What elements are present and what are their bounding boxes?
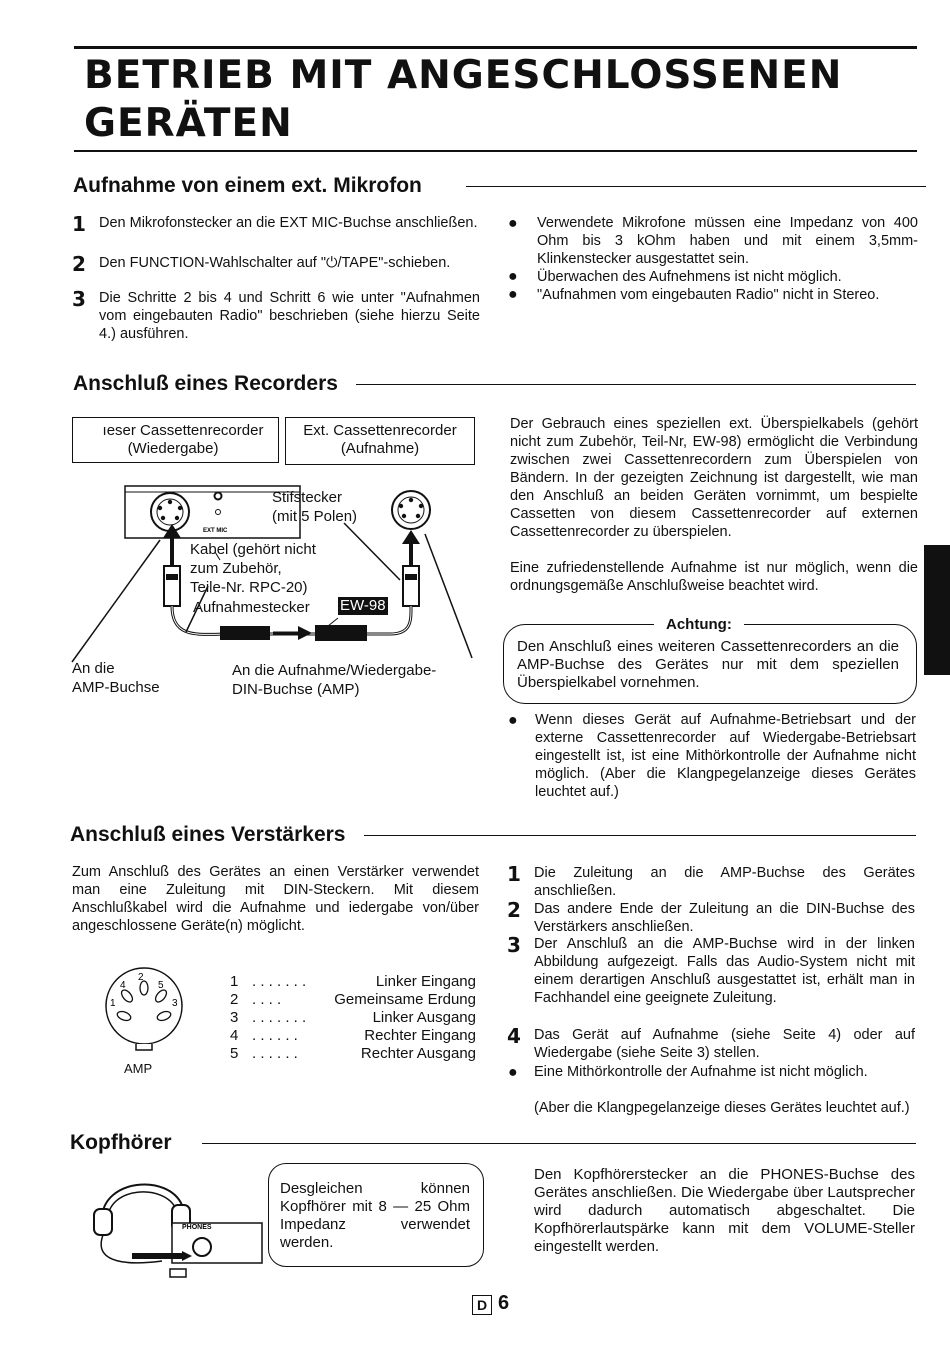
pin-list: [230, 973, 476, 1063]
label-din-line2: DIN-Buchse (AMP): [232, 681, 360, 698]
mic-step-text: Den FUNCTION-Wahlschalter auf "⏻/TAPE"-schieben.: [99, 255, 451, 271]
page-number: 6: [498, 1292, 510, 1314]
pin-number: 2: [230, 991, 239, 1008]
mic-note: Verwendete Mikrofone müssen eine Impedanz von 400 Ohm bis 3 kOhm haben und mit einem 3,5mm-Klinkenstecker ausgestattet sein.: [537, 215, 918, 267]
bullet-icon: ●: [508, 1064, 518, 1081]
bullet-icon: ●: [508, 215, 518, 232]
section-rule-recorder: [356, 384, 916, 385]
pin-label: Gemeinsame Erdung: [334, 991, 476, 1008]
recorder-paragraph: Der Gebrauch eines speziellen ext. Überspielkabels (gehört nicht zum Zubehör, Teil-Nr, EW-98) ermöglicht die Verbindung zwischen zwei Cassettenrecordern zum Überspielen von Bändern. In der gezeigten Zeichnung ist dargestellt, wie man den Anschluß an beiden Geräten vornimmt, um bespielte Cassetten von diesem Cassettenrecorder auf externen Cassettenrecorder zu überspielen.: [510, 416, 918, 540]
section-heading-mic: Aufnahme von einem ext. Mikrofon: [73, 174, 422, 197]
pin-row: [230, 1027, 476, 1045]
pin-dots: . . . . . .: [252, 1045, 298, 1062]
caution-text: Den Anschluß eines weiteren Cassettenrecorders an die AMP-Buchse des Gerätes nur mit dem speziellen Überspielkabel vornehmen.: [517, 638, 899, 691]
pin-row: [230, 991, 476, 1009]
headphones-diagram: [72, 1165, 272, 1285]
section-heading-amplifier: Anschluß eines Verstärkers: [70, 823, 346, 846]
pin-number: 5: [230, 1045, 239, 1062]
mic-note: Überwachen des Aufnehmens ist nicht möglich.: [537, 269, 842, 285]
label-ew98: EW-98: [340, 597, 386, 614]
pin-dots: . . . . . . .: [252, 973, 307, 990]
recorder-note: Wenn dieses Gerät auf Aufnahme-Betriebsart und der externe Cassettenrecorder auf Wiedergabe-Betriebsart eingestellt ist, ist eine Mithörkontrolle der Aufnahme nicht möglich. (Aber die Klangpegelanzeige dieses Gerätes leuchtet auf.): [535, 712, 916, 800]
section-rule-amplifier: [364, 835, 916, 836]
bullet-icon: ●: [508, 286, 518, 303]
svg-text:3: 3: [172, 998, 178, 1009]
page-title: BETRIEB MIT ANGESCHLOSSENEN GERÄTEN: [84, 53, 843, 146]
pin-row: [230, 1009, 476, 1027]
pin-dots: . . . . . . .: [252, 1009, 307, 1026]
pin-number: 3: [230, 1009, 239, 1026]
amplifier-paragraph: Zum Anschluß des Gerätes an einen Verstärker verwendet man eine Zuleitung mit DIN-Steckern. Mit diesem Anschlußkabel wird die Aufnahme und iedergabe von/über angeschlossene Geräte(n) möglicht.: [72, 864, 479, 934]
label-plug-line2: (mit 5 Polen): [272, 508, 358, 525]
label-recplug: Aufnahmestecker: [193, 599, 310, 616]
pin-dots: . . . .: [252, 991, 282, 1008]
pin-label: Rechter Eingang: [364, 1027, 476, 1044]
title-bottom-rule: [74, 150, 917, 152]
amp-step-text: Der Anschluß an die AMP-Buchse wird in der linken Abbildung aufgezeigt. Falls das Audio-System nicht mit einem derartigen Anschluß ausgestattet ist, erhält man in Fachhandel eine geeignete Zuleitung.: [534, 936, 915, 1006]
amp-step-number: 3: [507, 933, 521, 957]
svg-text:1: 1: [110, 998, 116, 1009]
label-cable-line3: Teile-Nr. RPC-20): [190, 579, 308, 596]
recorder-box-right-line2: (Aufnahme): [340, 440, 420, 457]
section-rule-phones: [202, 1143, 916, 1144]
recorder-box-left-line2: (Wiedergabe): [127, 440, 219, 457]
phones-paragraph: Den Kopfhörerstecker an die PHONES-Buchse des Gerätes anschließen. Die Wiedergabe über Lautsprecher wird dadurch automatisch abgeschaltet. Die Kopfhörerlautspärke kann mit dem VOLUME-Steller eingestellt werden.: [534, 1166, 915, 1255]
ext-mic-label: EXT MIC: [203, 528, 228, 534]
mic-step-number: 3: [72, 287, 86, 311]
amp-step-number: 4: [507, 1024, 521, 1048]
bullet-icon: ●: [508, 712, 518, 729]
phones-label: PHONES: [182, 1224, 212, 1231]
title-top-rule: [74, 46, 917, 49]
amp-step-number: 2: [507, 898, 521, 922]
amplifier-note-2: (Aber die Klangpegelanzeige dieses Gerätes leuchtet auf.): [534, 1100, 910, 1116]
pin-number: 4: [230, 1027, 239, 1044]
label-amp-line1: An die: [72, 660, 115, 677]
recorder-box-right-line1: Ext. Cassettenrecorder: [303, 422, 457, 439]
svg-text:4: 4: [120, 980, 126, 991]
amplifier-note: Eine Mithörkontrolle der Aufnahme ist nicht möglich.: [534, 1064, 868, 1080]
pin-label: Linker Eingang: [375, 973, 476, 990]
amp-step-text: Das Gerät auf Aufnahme (siehe Seite 4) oder auf Wiedergabe (siehe Seite 3) stellen.: [534, 1027, 915, 1061]
side-tab-marker: [924, 545, 950, 675]
pin-number: 1: [230, 973, 239, 990]
label-amp-line2: AMP-Buchse: [72, 679, 160, 696]
section-heading-phones: Kopfhörer: [70, 1131, 172, 1154]
label-cable-line2: zum Zubehör,: [190, 560, 282, 577]
amp-socket-label: AMP: [124, 1061, 153, 1076]
section-heading-recorder: Anschluß eines Recorders: [73, 372, 338, 395]
recorder-box-left-line1: ıeser Cassettenrecorder: [102, 422, 264, 439]
label-plug-line1: Stifstecker: [272, 489, 343, 506]
label-din-line1: An die Aufnahme/Wiedergabe-: [232, 662, 437, 679]
svg-text:5: 5: [158, 980, 164, 991]
mic-note: "Aufnahmen vom eingebauten Radio" nicht in Stereo.: [537, 287, 880, 303]
amp-step-text: Die Zuleitung an die AMP-Buchse des Gerätes anschließen.: [534, 865, 915, 899]
footer-lang-box: D: [472, 1295, 492, 1315]
mic-step-text: Den Mikrofonstecker an die EXT MIC-Buchse anschließen.: [99, 215, 478, 231]
section-rule-mic: [466, 186, 926, 187]
amp-step-text: Das andere Ende der Zuleitung an die DIN-Buchse des Verstärkers anschließen.: [534, 901, 915, 935]
bullet-icon: ●: [508, 268, 518, 285]
mic-step-text: Die Schritte 2 bis 4 und Schritt 6 wie unter "Aufnahmen vom eingebauten Radio" beschrieben (siehe hierzu Seite 4.) ausführen.: [99, 290, 480, 342]
mic-step-number: 2: [72, 252, 86, 276]
pin-row: [230, 1045, 476, 1063]
recorder-paragraph-2: Eine zufriedenstellende Aufnahme ist nur möglich, wenn die ordnungsgemäße Anschlußweise beachtet wird.: [510, 560, 918, 594]
caution-title: Achtung:: [654, 616, 744, 634]
phones-callout: Desgleichen können Kopfhörer mit 8 — 25 Ohm Impedanz verwendet werden.: [280, 1180, 470, 1251]
amp-step-number: 1: [507, 862, 521, 886]
din-socket-diagram: [96, 966, 192, 1056]
pin-dots: . . . . . .: [252, 1027, 298, 1044]
label-cable-line1: Kabel (gehört nicht: [190, 541, 316, 558]
svg-text:2: 2: [138, 972, 144, 983]
pin-label: Linker Ausgang: [372, 1009, 476, 1026]
mic-step-number: 1: [72, 212, 86, 236]
pin-label: Rechter Ausgang: [360, 1045, 476, 1062]
pin-row: [230, 973, 476, 991]
